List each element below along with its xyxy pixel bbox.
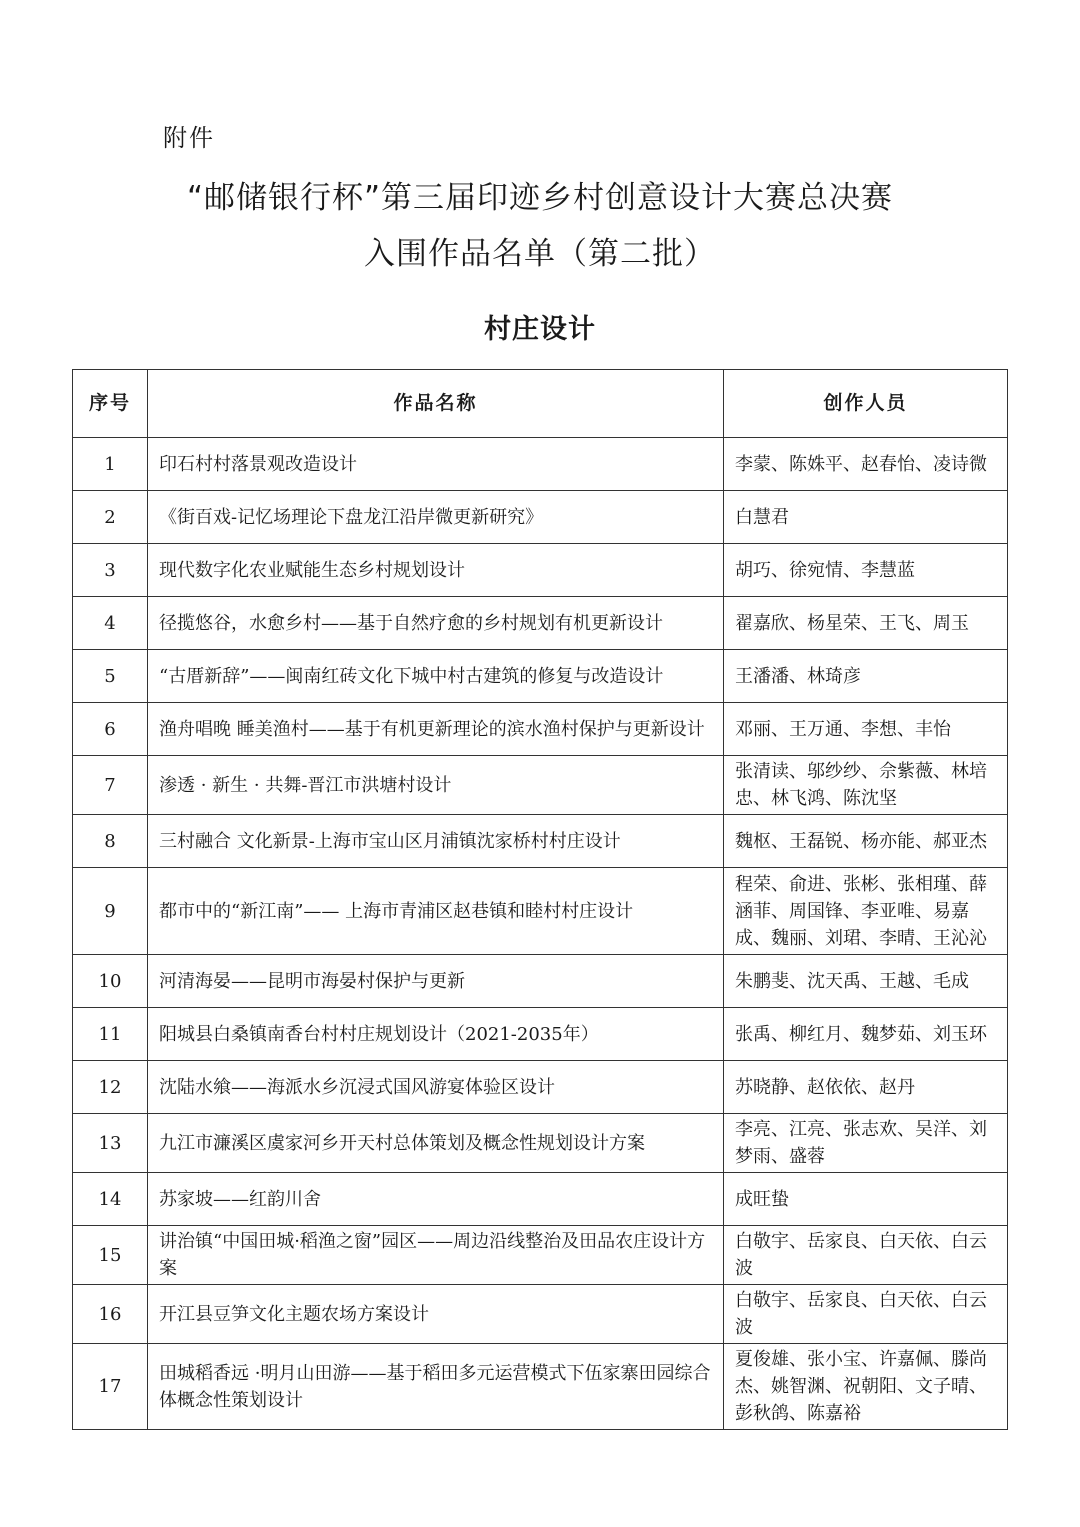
row-index: 7 bbox=[73, 756, 148, 815]
creators: 夏俊雄、张小宝、许嘉佩、滕尚杰、姚智渊、祝朝阳、文子晴、彭秋鸽、陈嘉裕 bbox=[724, 1344, 1008, 1430]
work-name: 讲治镇“中国田城·稻渔之窗”园区——周边沿线整治及田品农庄设计方案 bbox=[148, 1226, 724, 1285]
column-header-index: 序号 bbox=[73, 370, 148, 438]
row-index: 13 bbox=[73, 1114, 148, 1173]
work-name: 开江县豆笋文化主题农场方案设计 bbox=[148, 1285, 724, 1344]
row-index: 17 bbox=[73, 1344, 148, 1430]
table-row bbox=[73, 955, 1008, 1008]
row-index: 11 bbox=[73, 1008, 148, 1061]
table-row bbox=[73, 650, 1008, 703]
table-row bbox=[73, 868, 1008, 955]
works-table bbox=[72, 369, 1008, 1430]
table-row bbox=[73, 1226, 1008, 1285]
creators: 李亮、江亮、张志欢、吴洋、刘梦雨、盛蓉 bbox=[724, 1114, 1008, 1173]
table-row bbox=[73, 1114, 1008, 1173]
work-name: 沈陆水飨——海派水乡沉浸式国风游宴体验区设计 bbox=[148, 1061, 724, 1114]
work-name: 阳城县白桑镇南香台村村庄规划设计（2021-2035年） bbox=[148, 1008, 724, 1061]
creators: 苏晓静、赵依依、赵丹 bbox=[724, 1061, 1008, 1114]
row-index: 12 bbox=[73, 1061, 148, 1114]
table-row bbox=[73, 703, 1008, 756]
work-name: 印石村村落景观改造设计 bbox=[148, 438, 724, 491]
row-index: 16 bbox=[73, 1285, 148, 1344]
work-name: 河清海晏——昆明市海晏村保护与更新 bbox=[148, 955, 724, 1008]
creators: 胡巧、徐宛情、李慧蓝 bbox=[724, 544, 1008, 597]
document-subtitle: 入围作品名单（第二批） bbox=[364, 236, 716, 272]
creators: 张清读、邬纱纱、佘紫薇、林培忠、林飞鸿、陈沈坚 bbox=[724, 756, 1008, 815]
work-name: 《街百戏-记忆场理论下盘龙江沿岸微更新研究》 bbox=[148, 491, 724, 544]
creators: 成旺蛰 bbox=[724, 1173, 1008, 1226]
table-row bbox=[73, 491, 1008, 544]
creators: 白慧君 bbox=[724, 491, 1008, 544]
work-name: 九江市濂溪区虞家河乡开天村总体策划及概念性规划设计方案 bbox=[148, 1114, 724, 1173]
creators: 魏枢、王磊锐、杨亦能、郝亚杰 bbox=[724, 815, 1008, 868]
table-row bbox=[73, 1344, 1008, 1430]
column-header-work-name: 作品名称 bbox=[148, 370, 724, 438]
table-row bbox=[73, 1061, 1008, 1114]
creators: 翟嘉欣、杨星荣、王飞、周玉 bbox=[724, 597, 1008, 650]
row-index: 3 bbox=[73, 544, 148, 597]
work-name: 田城稻香远 ·明月山田游——基于稻田多元运营模式下伍家寨田园综合体概念性策划设计 bbox=[148, 1344, 724, 1430]
row-index: 15 bbox=[73, 1226, 148, 1285]
work-name: 渔舟唱晚 睡美渔村——基于有机更新理论的滨水渔村保护与更新设计 bbox=[148, 703, 724, 756]
work-name: 三村融合 文化新景-上海市宝山区月浦镇沈家桥村村庄设计 bbox=[148, 815, 724, 868]
table-row bbox=[73, 1173, 1008, 1226]
creators: 白敬宇、岳家良、白天依、白云波 bbox=[724, 1226, 1008, 1285]
attachment-label: 附件 bbox=[163, 124, 215, 152]
creators: 张禹、柳红月、魏梦茹、刘玉环 bbox=[724, 1008, 1008, 1061]
work-name: 现代数字化农业赋能生态乡村规划设计 bbox=[148, 544, 724, 597]
creators: 朱鹏斐、沈天禹、王越、毛成 bbox=[724, 955, 1008, 1008]
row-index: 1 bbox=[73, 438, 148, 491]
table-row bbox=[73, 756, 1008, 815]
table-header-row bbox=[73, 370, 1008, 438]
row-index: 5 bbox=[73, 650, 148, 703]
table-row bbox=[73, 1285, 1008, 1344]
row-index: 8 bbox=[73, 815, 148, 868]
creators: 程荣、俞进、张彬、张相瑾、薛涵菲、周国锋、李亚唯、易嘉成、魏丽、刘珺、李晴、王沁沁 bbox=[724, 868, 1008, 955]
row-index: 10 bbox=[73, 955, 148, 1008]
column-header-creators: 创作人员 bbox=[724, 370, 1008, 438]
creators: 王潘潘、林琦彦 bbox=[724, 650, 1008, 703]
row-index: 2 bbox=[73, 491, 148, 544]
work-name: 径揽悠谷，水愈乡村——基于自然疗愈的乡村规划有机更新设计 bbox=[148, 597, 724, 650]
creators: 李蒙、陈姝平、赵春怡、凌诗微 bbox=[724, 438, 1008, 491]
work-name: 渗透 · 新生 · 共舞-晋江市洪塘村设计 bbox=[148, 756, 724, 815]
section-heading: 村庄设计 bbox=[484, 314, 596, 345]
work-name: 苏家坡——红韵川舍 bbox=[148, 1173, 724, 1226]
row-index: 9 bbox=[73, 868, 148, 955]
row-index: 14 bbox=[73, 1173, 148, 1226]
table-row bbox=[73, 815, 1008, 868]
document-title: “邮储银行杯”第三届印迹乡村创意设计大赛总决赛 bbox=[186, 180, 894, 216]
table-row bbox=[73, 438, 1008, 491]
row-index: 4 bbox=[73, 597, 148, 650]
work-name: “古厝新辞”——闽南红砖文化下城中村古建筑的修复与改造设计 bbox=[148, 650, 724, 703]
table-row bbox=[73, 544, 1008, 597]
row-index: 6 bbox=[73, 703, 148, 756]
creators: 白敬宇、岳家良、白天依、白云波 bbox=[724, 1285, 1008, 1344]
table-row bbox=[73, 1008, 1008, 1061]
table-row bbox=[73, 597, 1008, 650]
creators: 邓丽、王万通、李想、丰怡 bbox=[724, 703, 1008, 756]
work-name: 都市中的“新江南”—— 上海市青浦区赵巷镇和睦村村庄设计 bbox=[148, 868, 724, 955]
